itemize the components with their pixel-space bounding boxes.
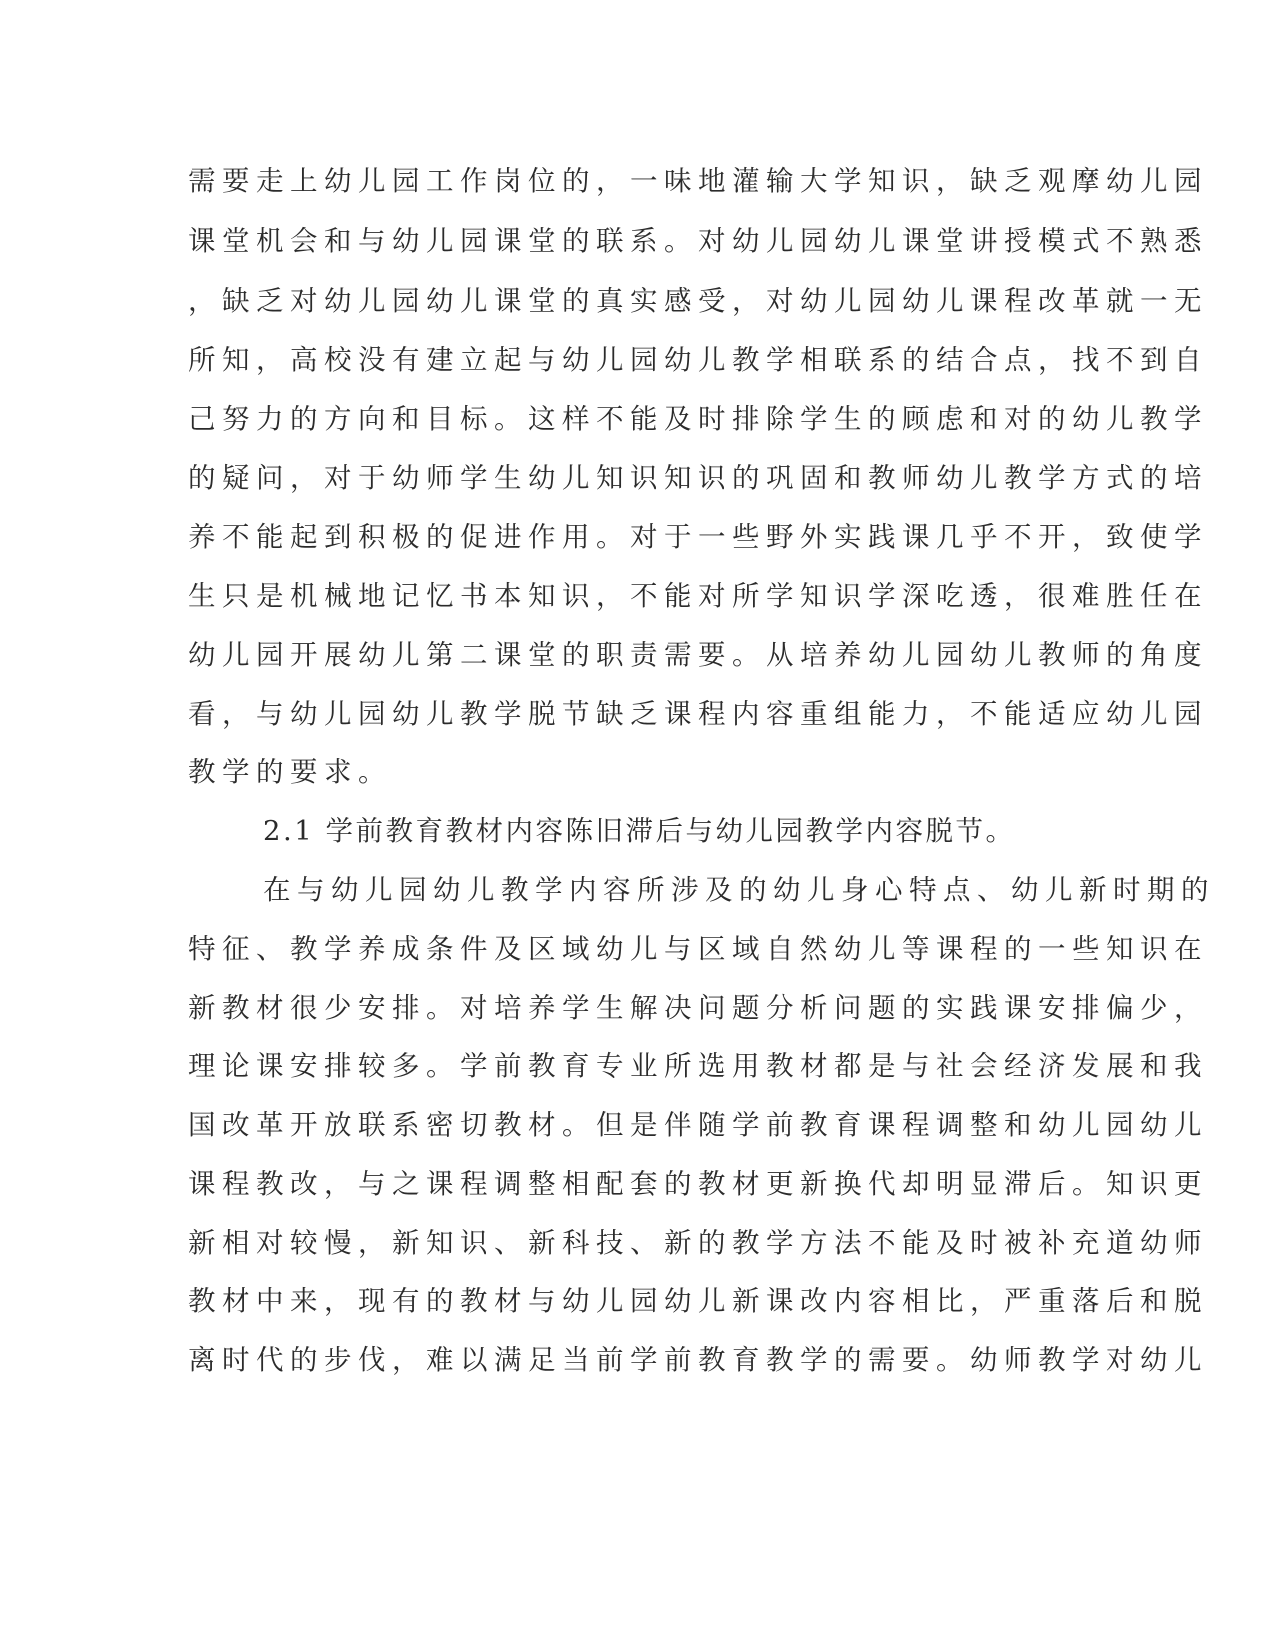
text-line: 教材中来，现有的教材与幼儿园幼儿新课改内容相比，严重落后和脱 xyxy=(188,1285,1208,1317)
text-line: ，缺乏对幼儿园幼儿课堂的真实感受，对幼儿园幼儿课程改革就一无 xyxy=(188,285,1208,317)
text-line: 课堂机会和与幼儿园课堂的联系。对幼儿园幼儿课堂讲授模式不熟悉 xyxy=(188,225,1208,257)
text-line: 离时代的步伐，难以满足当前学前教育教学的需要。幼师教学对幼儿 xyxy=(188,1344,1208,1376)
paragraph-first-line: 在与幼儿园幼儿教学内容所涉及的幼儿身心特点、幼儿新时期的 xyxy=(263,874,1215,906)
text-line: 国改革开放联系密切教材。但是伴随学前教育课程调整和幼儿园幼儿 xyxy=(188,1109,1208,1141)
text-line: 生只是机械地记忆书本知识，不能对所学知识学深吃透，很难胜任在 xyxy=(188,580,1208,612)
text-line: 所知，高校没有建立起与幼儿园幼儿教学相联系的结合点，找不到自 xyxy=(188,344,1208,376)
text-line: 新相对较慢，新知识、新科技、新的教学方法不能及时被补充道幼师 xyxy=(188,1227,1208,1259)
text-line: 教学的要求。 xyxy=(188,756,392,788)
text-line: 理论课安排较多。学前教育专业所选用教材都是与社会经济发展和我 xyxy=(188,1050,1208,1082)
text-line: 特征、教学养成条件及区域幼儿与区域自然幼儿等课程的一些知识在 xyxy=(188,933,1208,965)
section-heading: 2.1 学前教育教材内容陈旧滞后与幼儿园教学内容脱节。 xyxy=(263,815,1016,847)
text-line: 需要走上幼儿园工作岗位的，一味地灌输大学知识，缺乏观摩幼儿园 xyxy=(188,165,1208,197)
text-line: 己努力的方向和目标。这样不能及时排除学生的顾虑和对的幼儿教学 xyxy=(188,403,1208,435)
text-line: 的疑问，对于幼师学生幼儿知识知识的巩固和教师幼儿教学方式的培 xyxy=(188,462,1208,494)
text-line: 新教材很少安排。对培养学生解决问题分析问题的实践课安排偏少， xyxy=(188,992,1208,1024)
text-line: 养不能起到积极的促进作用。对于一些野外实践课几乎不开，致使学 xyxy=(188,521,1208,553)
text-line: 幼儿园开展幼儿第二课堂的职责需要。从培养幼儿园幼儿教师的角度 xyxy=(188,639,1208,671)
text-line: 课程教改，与之课程调整相配套的教材更新换代却明显滞后。知识更 xyxy=(188,1168,1208,1200)
text-line: 看，与幼儿园幼儿教学脱节缺乏课程内容重组能力，不能适应幼儿园 xyxy=(188,698,1208,730)
